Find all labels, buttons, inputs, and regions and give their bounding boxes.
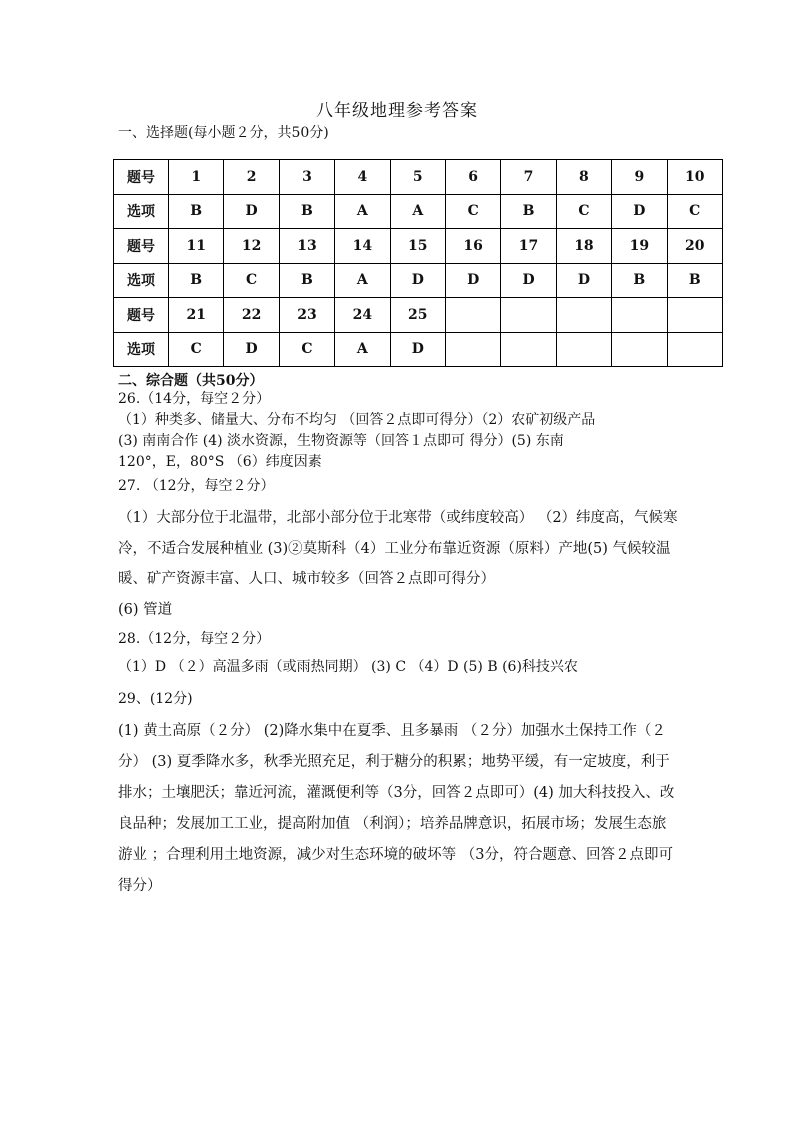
table-cell: 11	[169, 229, 224, 264]
table-row	[114, 332, 723, 367]
table-cell: A	[390, 194, 445, 229]
table-row	[114, 298, 723, 333]
table-cell: 9	[612, 160, 667, 195]
table-cell: 15	[390, 229, 445, 264]
table-cell: B	[279, 194, 334, 229]
table-cell	[556, 332, 611, 367]
table-row	[114, 194, 723, 229]
row-label: 选项	[114, 263, 169, 298]
table-cell: B	[667, 263, 722, 298]
q28-line: （1）D （２）高温多雨（或雨热同期） (3) C （4）D (5) B (6)科技兴农	[118, 659, 578, 675]
table-cell: 4	[335, 160, 390, 195]
table-cell	[556, 298, 611, 333]
table-cell: 21	[169, 298, 224, 333]
table-cell	[445, 298, 500, 333]
question-26	[118, 389, 678, 473]
table-cell	[612, 298, 667, 333]
table-cell: 20	[667, 229, 722, 264]
table-cell: C	[169, 332, 224, 367]
row-label: 题号	[114, 229, 169, 264]
table-cell: B	[501, 194, 556, 229]
table-row	[114, 229, 723, 264]
table-cell: D	[390, 263, 445, 298]
table-cell: D	[445, 263, 500, 298]
table-cell: B	[279, 263, 334, 298]
row-label: 题号	[114, 160, 169, 195]
section1-heading: 一、选择题(每小题２分，共50分)	[118, 125, 329, 141]
table-cell: C	[556, 194, 611, 229]
table-cell: 16	[445, 229, 500, 264]
table-cell: 7	[501, 160, 556, 195]
answer-table	[113, 159, 723, 367]
table-cell: 17	[501, 229, 556, 264]
table-cell: C	[667, 194, 722, 229]
section2-heading: 二、综合题（共50分）	[118, 373, 264, 389]
table-cell: 19	[612, 229, 667, 264]
table-cell: D	[390, 332, 445, 367]
table-row	[114, 160, 723, 195]
q26-header: 26.（14分，每空２分）	[118, 391, 271, 407]
table-cell: 24	[335, 298, 390, 333]
table-cell: 25	[390, 298, 445, 333]
table-cell: 2	[224, 160, 279, 195]
q26-line-3: 120°，E，80°S （6）纬度因素	[118, 454, 322, 470]
row-label: 选项	[114, 332, 169, 367]
table-cell	[501, 298, 556, 333]
table-cell: 8	[556, 160, 611, 195]
table-cell: C	[224, 263, 279, 298]
table-cell	[501, 332, 556, 367]
table-cell: D	[501, 263, 556, 298]
q26-line-2: (3) 南南合作 (4) 淡水资源，生物资源等（回答１点即可 得分）(5) 东南	[118, 433, 564, 449]
table-cell: 23	[279, 298, 334, 333]
table-cell: B	[612, 263, 667, 298]
q27-body: （1）大部分位于北温带，北部小部分位于北寒带（或纬度较高） （2）纬度高，气候寒冷，不适合发展种植业 (3)②莫斯科（4）工业分布靠近资源（原料）产地(5) 气候较温暖、矿产资源丰富、人口、城市较多（回答２点即可得分）	[118, 510, 678, 587]
table-cell: C	[445, 194, 500, 229]
document-title: 八年级地理参考答案	[316, 101, 478, 121]
table-cell	[445, 332, 500, 367]
row-label: 题号	[114, 298, 169, 333]
table-cell: D	[556, 263, 611, 298]
table-cell: 14	[335, 229, 390, 264]
question-27	[118, 475, 678, 625]
table-cell: D	[224, 194, 279, 229]
q26-line-1: （1）种类多、储量大、分布不均匀 （回答２点即可得分）（2）农矿初级产品	[118, 412, 596, 428]
table-cell: 18	[556, 229, 611, 264]
q27-header: 27. （12分，每空２分）	[118, 478, 275, 494]
table-cell	[667, 298, 722, 333]
table-cell: 12	[224, 229, 279, 264]
table-cell: A	[335, 332, 390, 367]
table-cell: 3	[279, 160, 334, 195]
q28-header: 28.（12分，每空２分）	[118, 631, 271, 647]
row-label: 选项	[114, 194, 169, 229]
table-cell: C	[279, 332, 334, 367]
q27-tail: (6) 管道	[118, 601, 173, 618]
table-cell: 6	[445, 160, 500, 195]
table-cell: 13	[279, 229, 334, 264]
question-28	[118, 628, 678, 682]
table-cell: A	[335, 194, 390, 229]
table-cell: D	[612, 194, 667, 229]
table-cell: B	[169, 194, 224, 229]
question-29	[118, 688, 678, 902]
table-cell: 1	[169, 160, 224, 195]
table-row	[114, 263, 723, 298]
q29-body: (1) 黄土高原（２分） (2)降水集中在夏季、且多暴雨 （２分）加强水土保持工作（２分） (3) 夏季降水多，秋季光照充足，利于糖分的积累；地势平缓，有一定坡度，利于排水；土壤肥沃；靠近河流，灌溉便利等（3分，回答２点即可）(4) 加大科技投入、改良品种；发展加工工业，提高附加值 （利润）；培养品牌意识，拓展市场；发展生态旅游业 ；合理利用土地资源，减少对生态环境的破坏等 （3分，符合题意、回答２点即可得分）	[118, 723, 675, 894]
table-cell: 10	[667, 160, 722, 195]
table-cell: 5	[390, 160, 445, 195]
table-cell	[667, 332, 722, 367]
table-cell: A	[335, 263, 390, 298]
table-cell	[612, 332, 667, 367]
table-cell: D	[224, 332, 279, 367]
table-cell: 22	[224, 298, 279, 333]
table-cell: B	[169, 263, 224, 298]
q29-header: 29、(12分)	[118, 691, 193, 707]
